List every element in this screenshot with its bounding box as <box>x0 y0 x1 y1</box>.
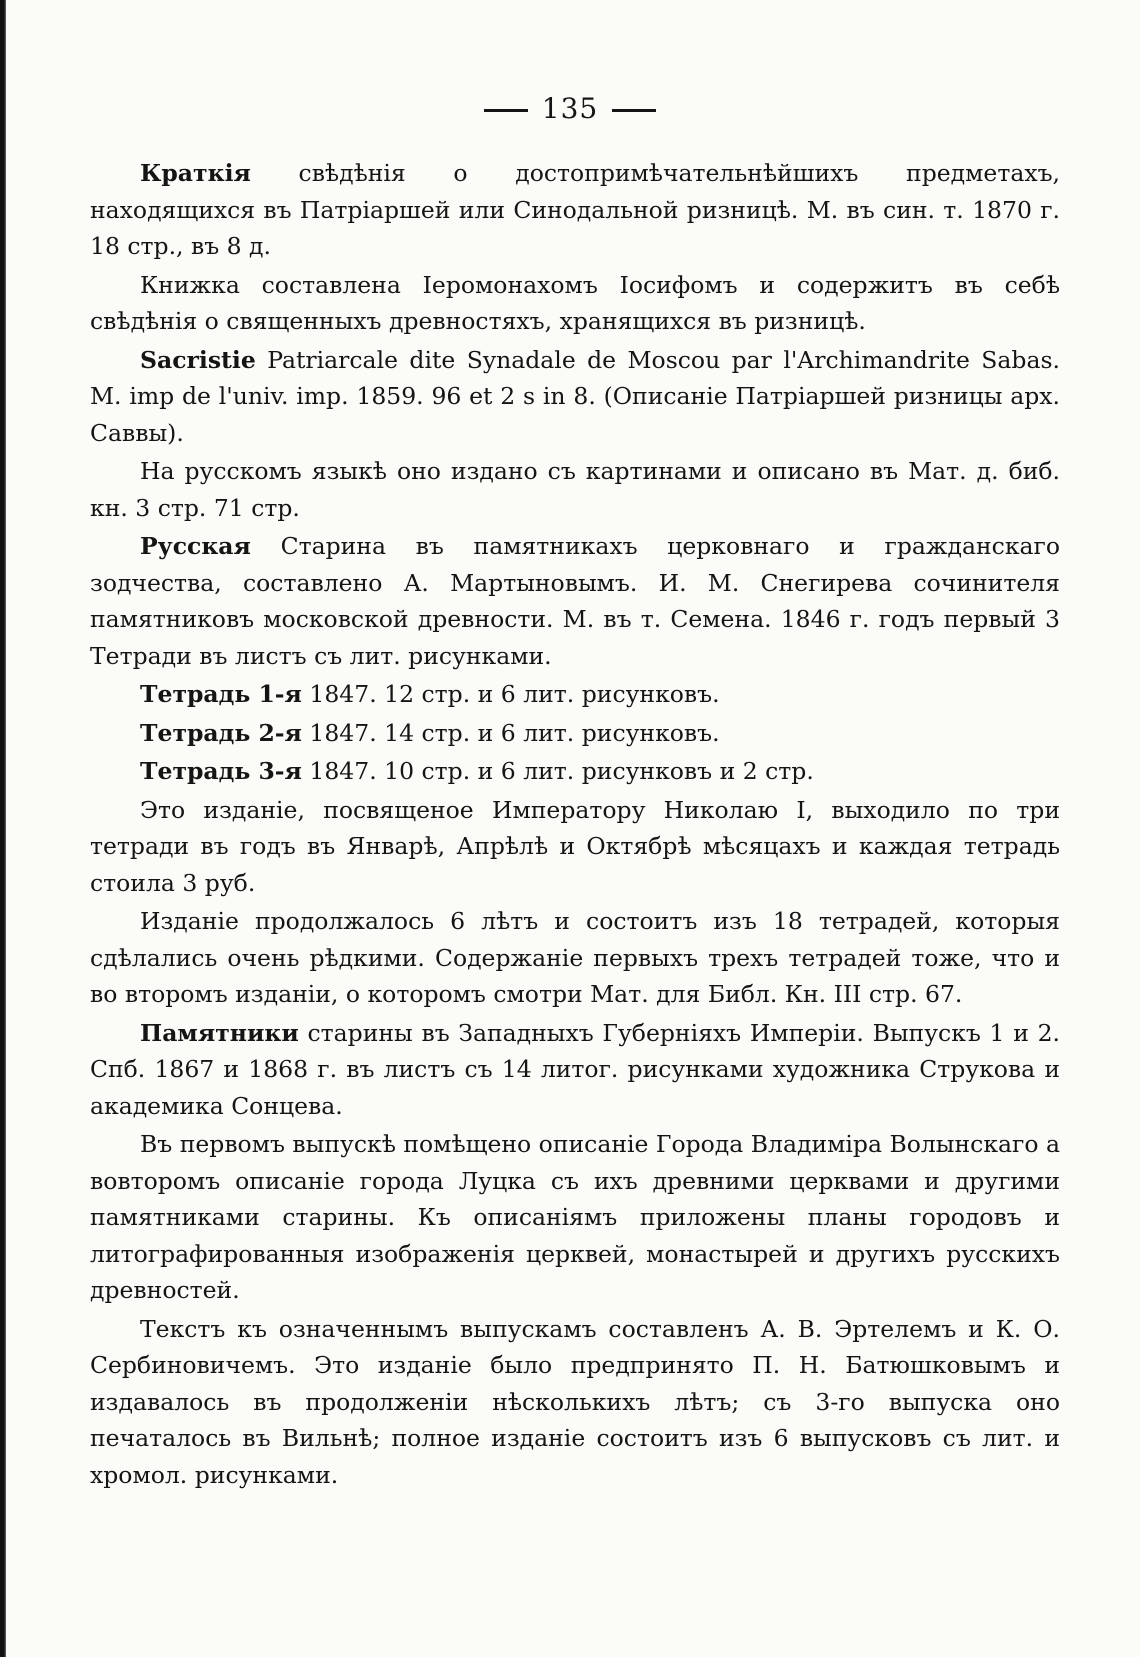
paragraph-8-text: 1847. 10 стр. и 6 лит. рисунковъ и 2 стр. <box>301 757 814 785</box>
paragraph-10 <box>90 903 1060 1013</box>
paragraph-8 <box>90 753 1060 790</box>
paragraph-13-text: Текстъ къ означеннымъ выпускамъ составленъ А. В. Эртелемъ и К. О. Сербиновичемъ. Это изданіе было предпринято П. Н. Батюшковымъ и издавалось въ продолженіи нѣсколькихъ лѣтъ; съ 3-го выпуска оно печаталось въ Вильнѣ; полное изданіе состоитъ изъ 6 выпусковъ съ лит. и хромол. рисунками. <box>90 1314 1060 1489</box>
paragraph-8-lead: Тетрадь 3-я <box>140 757 302 785</box>
body-text <box>90 153 1060 1493</box>
paragraph-3 <box>90 342 1060 452</box>
paragraph-10-text: Изданіе продолжалось 6 лѣтъ и состоитъ изъ 18 тетрадей, которыя сдѣлались очень рѣдкими. Содержаніе первыхъ трехъ тетрадей тоже, что и во второмъ изданіи, о которомъ смотри Мат. для Библ. Кн. III стр. 67. <box>90 907 1060 1008</box>
paragraph-6 <box>90 676 1060 713</box>
paragraph-5-lead: Русская <box>140 532 251 560</box>
paragraph-2 <box>90 267 1060 340</box>
paragraph-11 <box>90 1015 1060 1125</box>
page-binding-edge <box>0 0 6 1657</box>
paragraph-1 <box>90 155 1060 265</box>
paragraph-4 <box>90 453 1060 526</box>
paragraph-1-lead: Краткія <box>140 159 251 187</box>
page-number-value: 135 <box>541 92 599 125</box>
paragraph-7 <box>90 715 1060 752</box>
paragraph-3-text: Patriarcale dite Synadale de Moscou par l'Archimandrite Sabas. M. imp de l'univ. imp. 1859. 96 et 2 s in 8. (Описаніе Патріаршей ризницы арх. Саввы). <box>90 345 1060 447</box>
page-number-dash-right <box>612 109 656 112</box>
paragraph-3-lead: Sacristie <box>140 345 256 374</box>
paragraph-12 <box>90 1126 1060 1309</box>
paragraph-9 <box>90 792 1060 902</box>
paragraph-2-text: Книжка составлена Іеромонахомъ Іосифомъ и содержитъ въ себѣ свѣдѣнія о священныхъ древностяхъ, хранящихся въ ризницѣ. <box>90 270 1060 335</box>
paragraph-4-text: На русскомъ языкѣ оно издано съ картинами и описано въ Мат. д. биб. кн. 3 стр. 71 стр. <box>90 457 1060 522</box>
paragraph-6-lead: Тетрадь 1-я <box>140 680 302 708</box>
paragraph-1-text: свѣдѣнія о достопримѣчательнѣйшихъ предметахъ, находящихся въ Патріаршей или Синодальной ризницѣ. М. въ син. т. 1870 г. 18 стр., въ 8 д. <box>90 159 1060 260</box>
page-number <box>0 92 1140 125</box>
paragraph-9-text: Это изданіе, посвященое Императору Николаю I, выходило по три тетради въ годъ въ Январѣ, Апрѣлѣ и Октябрѣ мѣсяцахъ и каждая тетрадь стоила 3 руб. <box>90 795 1060 897</box>
paragraph-5-text: Старина въ памятникахъ церковнаго и гражданскаго зодчества, составлено А. Мартыновымъ. И. М. Снегирева сочинителя памятниковъ московской древности. М. въ т. Семена. 1846 г. годъ первый 3 Тетради въ листъ съ лит. рисунками. <box>90 532 1060 670</box>
paragraph-7-lead: Тетрадь 2-я <box>140 718 302 747</box>
paragraph-11-text: старины въ Западныхъ Губерніяхъ Имперіи. Выпускъ 1 и 2. Спб. 1867 и 1868 г. въ листъ съ 14 литог. рисунками художника Струкова и академика Сонцева. <box>90 1018 1060 1120</box>
paragraph-13 <box>90 1311 1060 1494</box>
paragraph-5 <box>90 528 1060 674</box>
paragraph-12-text: Въ первомъ выпускѣ помѣщено описаніе Города Владиміра Волынскаго а вовторомъ описаніе города Луцка съ ихъ древними церквами и другими памятниками старины. Къ описаніямъ приложены планы городовъ и литографированныя изображенія церквей, монастырей и другихъ русскихъ древностей. <box>90 1130 1060 1304</box>
page-number-dash-left <box>484 109 528 112</box>
paragraph-11-lead: Памятники <box>140 1018 299 1047</box>
paragraph-6-text: 1847. 12 стр. и 6 лит. рисунковъ. <box>301 680 720 708</box>
paragraph-7-text: 1847. 14 стр. и 6 лит. рисунковъ. <box>301 718 720 747</box>
